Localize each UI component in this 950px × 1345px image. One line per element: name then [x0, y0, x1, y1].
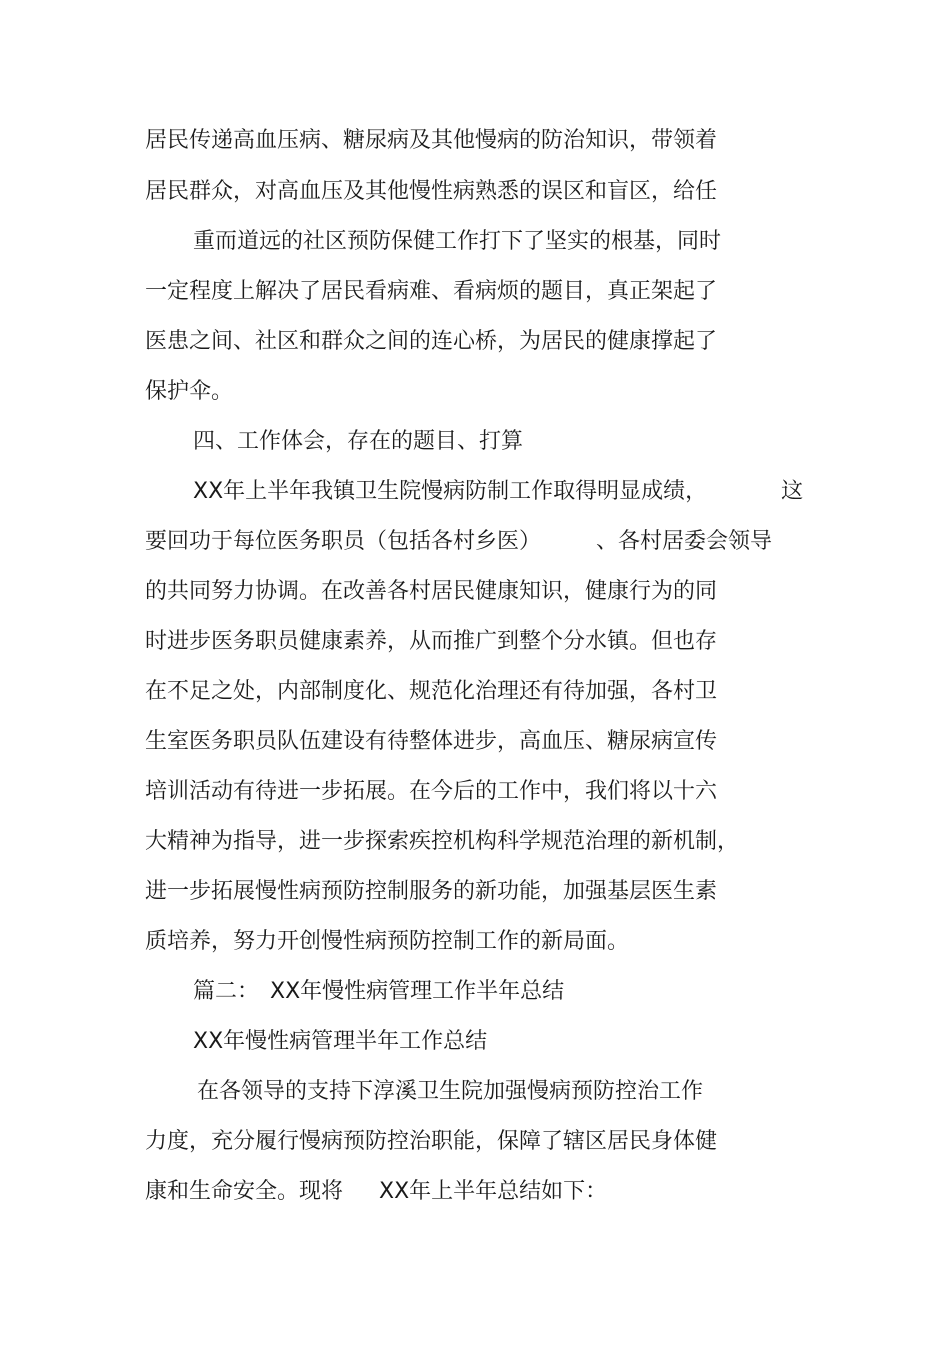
text-line: 保护伞。: [145, 379, 234, 404]
text-line: 这: [781, 479, 804, 504]
text-line: 重而道远的社区预防保健工作打下了坚实的根基，同时: [193, 229, 722, 254]
text-line: 力度，充分履行慢病预防控治职能，保障了辖区居民身体健: [145, 1129, 718, 1154]
section-heading-label: 篇二：: [193, 979, 260, 1004]
text-line: 培训活动有待进一步拓展。在今后的工作中，我们将以十六: [145, 779, 718, 804]
text-line: 要回功于每位医务职员（包括各村乡医）: [145, 529, 542, 554]
text-line: 进一步拓展慢性病预防控制服务的新功能，加强基层医生素: [145, 879, 718, 904]
text-line: 一定程度上解决了居民看病难、看病烦的题目，真正架起了: [145, 279, 718, 304]
section-heading-title: XX年慢性病管理工作半年总结: [270, 979, 565, 1004]
document-title: XX年慢性病管理半年工作总结: [193, 1029, 488, 1054]
text-line: XX年上半年总结如下：: [379, 1179, 608, 1204]
text-line: 医患之间、社区和群众之间的连心桥，为居民的健康撑起了: [145, 329, 718, 354]
text-line: 大精神为指导，进一步探索疾控机构科学规范治理的新机制，: [145, 829, 740, 854]
text-line: 在不足之处，内部制度化、规范化治理还有待加强，各村卫: [145, 679, 718, 704]
text-line: 康和生命安全。现将: [145, 1179, 344, 1204]
text-line: 时进步医务职员健康素养，从而推广到整个分水镇。但也存: [145, 629, 718, 654]
text-line: 居民群众，对高血压及其他慢性病熟悉的误区和盲区，给任: [145, 179, 718, 204]
text-line: 在各领导的支持下淳溪卫生院加强慢病预防控治工作: [197, 1079, 704, 1104]
text-line: 居民传递高血压病、糖尿病及其他慢病的防治知识，带领着: [145, 128, 718, 153]
text-line: 的共同努力协调。在改善各村居民健康知识，健康行为的同: [145, 579, 718, 604]
text-line: 、各村居委会领导: [596, 529, 773, 554]
text-line: XX年上半年我镇卫生院慢病防制工作取得明显成绩，: [193, 479, 708, 504]
text-line: 质培养，努力开创慢性病预防控制工作的新局面。: [145, 929, 630, 954]
text-line: 生室医务职员队伍建设有待整体进步，高血压、糖尿病宣传: [145, 729, 718, 754]
section-heading: 四、工作体会，存在的题目、打算: [193, 429, 524, 454]
